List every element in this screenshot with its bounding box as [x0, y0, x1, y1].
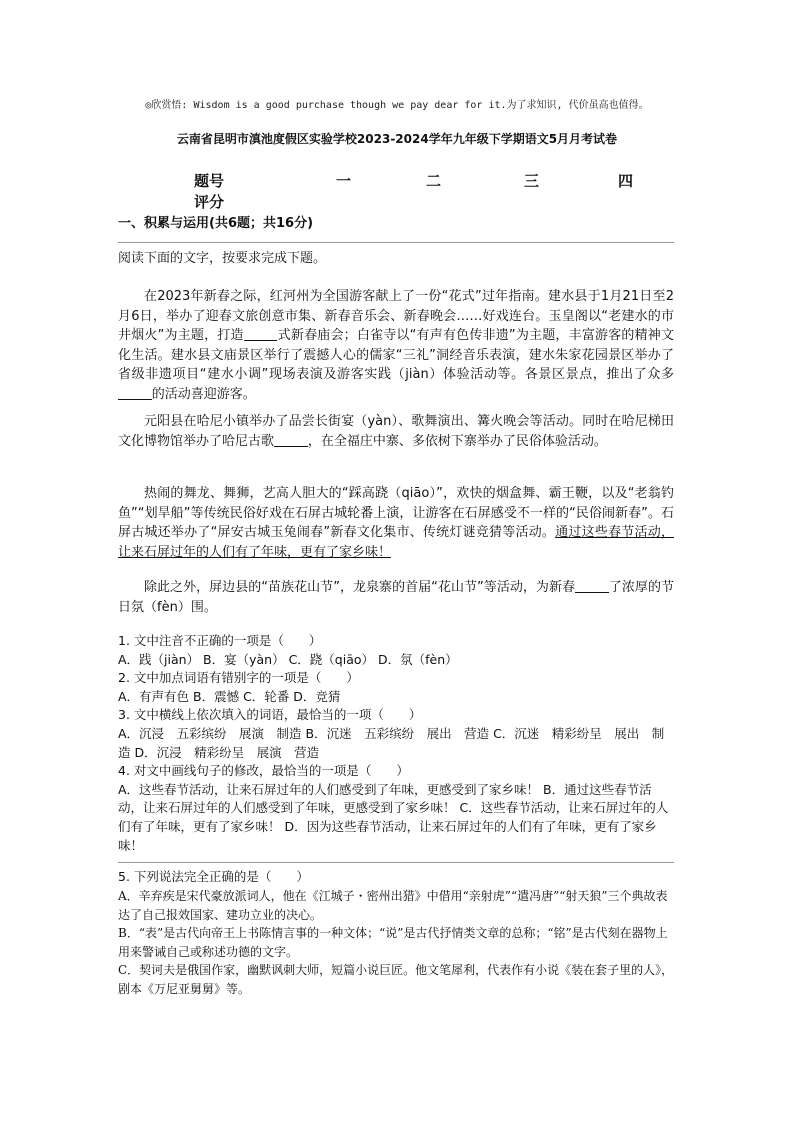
score-col-1: 一 [336, 172, 352, 190]
reading-intro: 阅读下面的文字，按要求完成下题。 [118, 251, 327, 266]
question-4-options: A．这些春节活动，让来石屏过年的人们感受到了年味，更感受到了家乡味！ B．通过这些春节活动，让来石屏过年的人们感受到了年味，更感受到了家乡味！ C．这些春节活动，让来石屏过年的人们有了年味，更有了家乡味！ D．因为这些春节活动，让来石屏过年的人们有了年味，更有了家乡味！ [118, 781, 669, 853]
blank-1 [244, 327, 278, 341]
divider-bottom [118, 862, 674, 863]
question-1-options: A．践（jiàn） B．宴（yàn） C．跷（qiāo） D．氛（fèn） [118, 651, 458, 667]
underlined-sentence: 通过这些春节活动，让来石屏过年的人们有了年味，更有了家乡味！ [118, 525, 674, 560]
question-5-options [118, 887, 674, 999]
blank-4 [575, 579, 609, 593]
section-heading: 一、积累与运用(共6题；共16分) [118, 216, 314, 231]
reading-paragraph-1: 在2023年新春之际，红河州为全国游客献上了一份“花式”过年指南。建水县于1月21日至2月6日，举办了迎春文旅创意市集、新春音乐会、新春晚会……好戏连台。玉皇阁以“老建水的市井烟火”为主题，打造 式新春庙会；白雀寺以“有声有色传非遗”为主题，丰富游客的精神文化生活。建水县文庙景区举行了震撼人心的儒家“三礼”洞经音乐表演，建水朱家花园景区举办了省级非遗项目“建水小调”现场表演及游客实践（jiàn）体验活动等。各景区景点，推出了众多的活动喜迎游客。 [118, 289, 674, 402]
question-2-options: A．有声有色 B．震憾 C．轮番 D．竞猜 [118, 688, 341, 704]
score-col-4: 四 [618, 172, 634, 190]
blank-3 [274, 433, 308, 447]
question-3: 3. 文中横线上依次填入的词语，最恰当的一项（ ） [118, 707, 422, 723]
question-4: 4. 对文中画线句子的修改，最恰当的一项是（ ） [118, 763, 409, 779]
question-5-option-a: A．辛弃疾是宋代豪放派词人，他在《江城子・密州出猎》中借用“亲射虎”“遣冯唐”“射天狼”三个典故表达了自己报效国家、建功立业的决心。 [118, 889, 668, 922]
question-5-block [118, 868, 674, 887]
motto-line: ◎欣赏悟: Wisdom is a good purchase though we pay dear for it.为了求知识, 代价虽高也值得。 [145, 100, 649, 111]
score-col-2: 二 [426, 172, 442, 190]
question-3-options: A．沉浸 五彩缤纷 展演 制造 B．沉迷 五彩缤纷 展出 营造 C．沉迷 精彩纷呈 展出 制造 D．沉浸 精彩纷呈 展演 营造 [118, 725, 665, 760]
question-2: 2. 文中加点词语有错别字的一项是（ ） [118, 670, 359, 686]
reading-paragraph-4: 除此之外，屏边县的“苗族花山节”，龙泉寨的首届“花山节”等活动，为新春 了浓厚的节日氛（fèn）围。 [118, 580, 674, 615]
exam-title: 云南省昆明市滇池度假区实验学校2023-2024学年九年级下学期语文5月月考试卷 [176, 132, 618, 146]
question-5-option-c: C．契诃夫是俄国作家，幽默讽刺大师，短篇小说巨匠。他文笔犀利，代表作有小说《装在套子里的人》，剧本《万尼亚舅舅》等。 [118, 963, 674, 996]
blank-2 [118, 386, 152, 400]
question-5-option-b: B．“表”是古代向帝王上书陈情言事的一种文体；“说”是古代抒情类文章的总称；“铭”是古代刻在器物上用来警诫自己或称述功德的文字。 [118, 926, 668, 959]
questions-1-4 [118, 632, 674, 855]
score-table-header [194, 170, 644, 190]
score-label-number: 题号 [194, 172, 225, 190]
score-label-score: 评分 [194, 193, 225, 211]
reading-paragraph-2: 元阳县在哈尼小镇举办了品尝长街宴（yàn）、歌舞演出、篝火晚会等活动。同时在哈尼梯田文化博物馆举办了哈尼古歌 ，在全福庄中寨、多依树下寨举办了民俗体验活动。 [118, 414, 674, 449]
reading-paragraph-3: 热闹的舞龙、舞狮，艺高人胆大的“踩高跷（qiāo）”，欢快的烟盒舞、霸王鞭，以及“老翁钓鱼”“划旱船”等传统民俗好戏在石屏古城轮番上演，让游客在石屏感受不一样的“民俗闹新春”。石屏古城还举办了“屏安古城玉兔闹春”新春文化集市、传统灯谜竞猜等活动。通过这些春节活动，让来石屏过年的人们有了年味，更有了家乡味！ [118, 486, 674, 560]
question-1: 1. 文中注音不正确的一项是（ ） [118, 633, 322, 648]
divider-top [118, 242, 674, 243]
question-5: 5. 下列说法完全正确的是（ ） [118, 869, 309, 884]
score-col-3: 三 [524, 172, 540, 190]
